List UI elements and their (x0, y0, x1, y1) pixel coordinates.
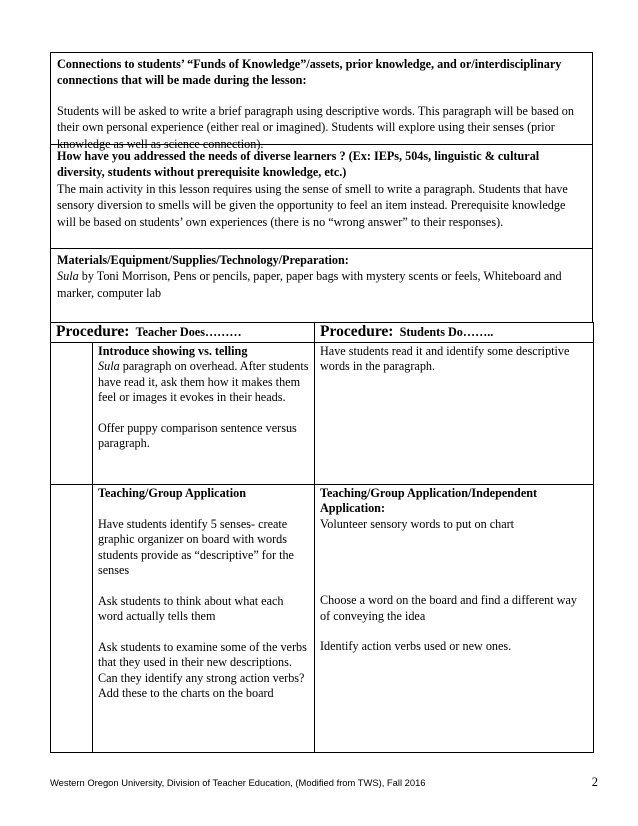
funds-heading: Connections to students’ “Funds of Knowledge”/assets, prior knowledge, and or/interdisciplinary connections that will be made during the lesson: (57, 57, 562, 88)
materials-heading: Materials/Equipment/Supplies/Technology/Preparation: (57, 253, 349, 267)
procedure-table (50, 322, 594, 753)
diverse-learners-section (50, 144, 593, 248)
procedure-header-row (51, 323, 594, 343)
teacher-text: Ask students to think about what each word actually tells them (98, 593, 284, 624)
lesson-plan-document (50, 52, 593, 753)
funds-body: Students will be asked to write a brief paragraph using descriptive words. This paragraph will be based on their own personal experience (either real or imagined). Students will explore using their senses (prior knowledge as well as science connection). (57, 103, 574, 151)
teacher-does-header: Procedure: Teacher Does……… (51, 323, 315, 343)
page-number: 2 (591, 775, 598, 789)
page-footer (50, 777, 598, 788)
teacher-heading: Teaching/Group Application (98, 486, 246, 500)
row-marker-cell (51, 485, 93, 753)
students-cell-showing-telling (315, 343, 594, 485)
materials-book-title: Sula (57, 269, 79, 284)
teacher-text: Ask students to examine some of the verbs that they used in their new descriptions. Can they identify any strong action verbs? Add these to the charts on the board (98, 640, 307, 701)
students-text: Volunteer sensory words to put on chart (320, 516, 515, 531)
table-row (51, 485, 594, 753)
teacher-text: Have students identify 5 senses- create graphic organizer on board with words students provide as “descriptive” for the senses (98, 516, 294, 578)
students-cell-group-application (315, 485, 594, 753)
materials-body (57, 268, 586, 301)
diverse-heading: How have you addressed the needs of diverse learners ? (Ex: IEPs, 504s, linguistic & cultural diversity, students without prerequisite knowledge, etc.) (57, 149, 540, 180)
teacher-heading: Introduce showing vs. telling (98, 344, 248, 358)
row-marker-cell (51, 343, 93, 485)
students-text: Identify action verbs used or new ones. (320, 639, 512, 654)
diverse-body: The main activity in this lesson requires using the sense of smell to write a paragraph. Students that have sensory diversion to smells will be given the opportunity to feel an item instead. Prerequisite knowledge will be based on students’ own experiences (there is no “wrong answer” to their responses). (57, 181, 568, 229)
students-heading: Teaching/Group Application/Independent Application: (320, 486, 538, 516)
teacher-cell-group-application (93, 485, 315, 753)
funds-of-knowledge-section (50, 52, 593, 151)
teacher-text: Sula paragraph on overhead. After students have read it, ask them how it makes them feel or images it evokes in their heads. (98, 359, 309, 405)
footer-text: Western Oregon University, Division of Teacher Education, (Modified from TWS), Fall 2016 (50, 777, 426, 788)
table-row (51, 343, 594, 485)
materials-section (50, 248, 593, 322)
students-text: Have students read it and identify some descriptive words in the paragraph. (320, 344, 570, 374)
teacher-text: Offer puppy comparison sentence versus paragraph. (98, 421, 297, 451)
students-do-header: Procedure: Students Do…….. (315, 323, 594, 343)
students-text: Choose a word on the board and find a different way of conveying the idea (320, 593, 577, 623)
teacher-cell-showing-telling (93, 343, 315, 485)
materials-list: by Toni Morrison, Pens or pencils, paper, paper bags with mystery scents or feels, Whiteboard and marker, computer lab (57, 269, 562, 300)
